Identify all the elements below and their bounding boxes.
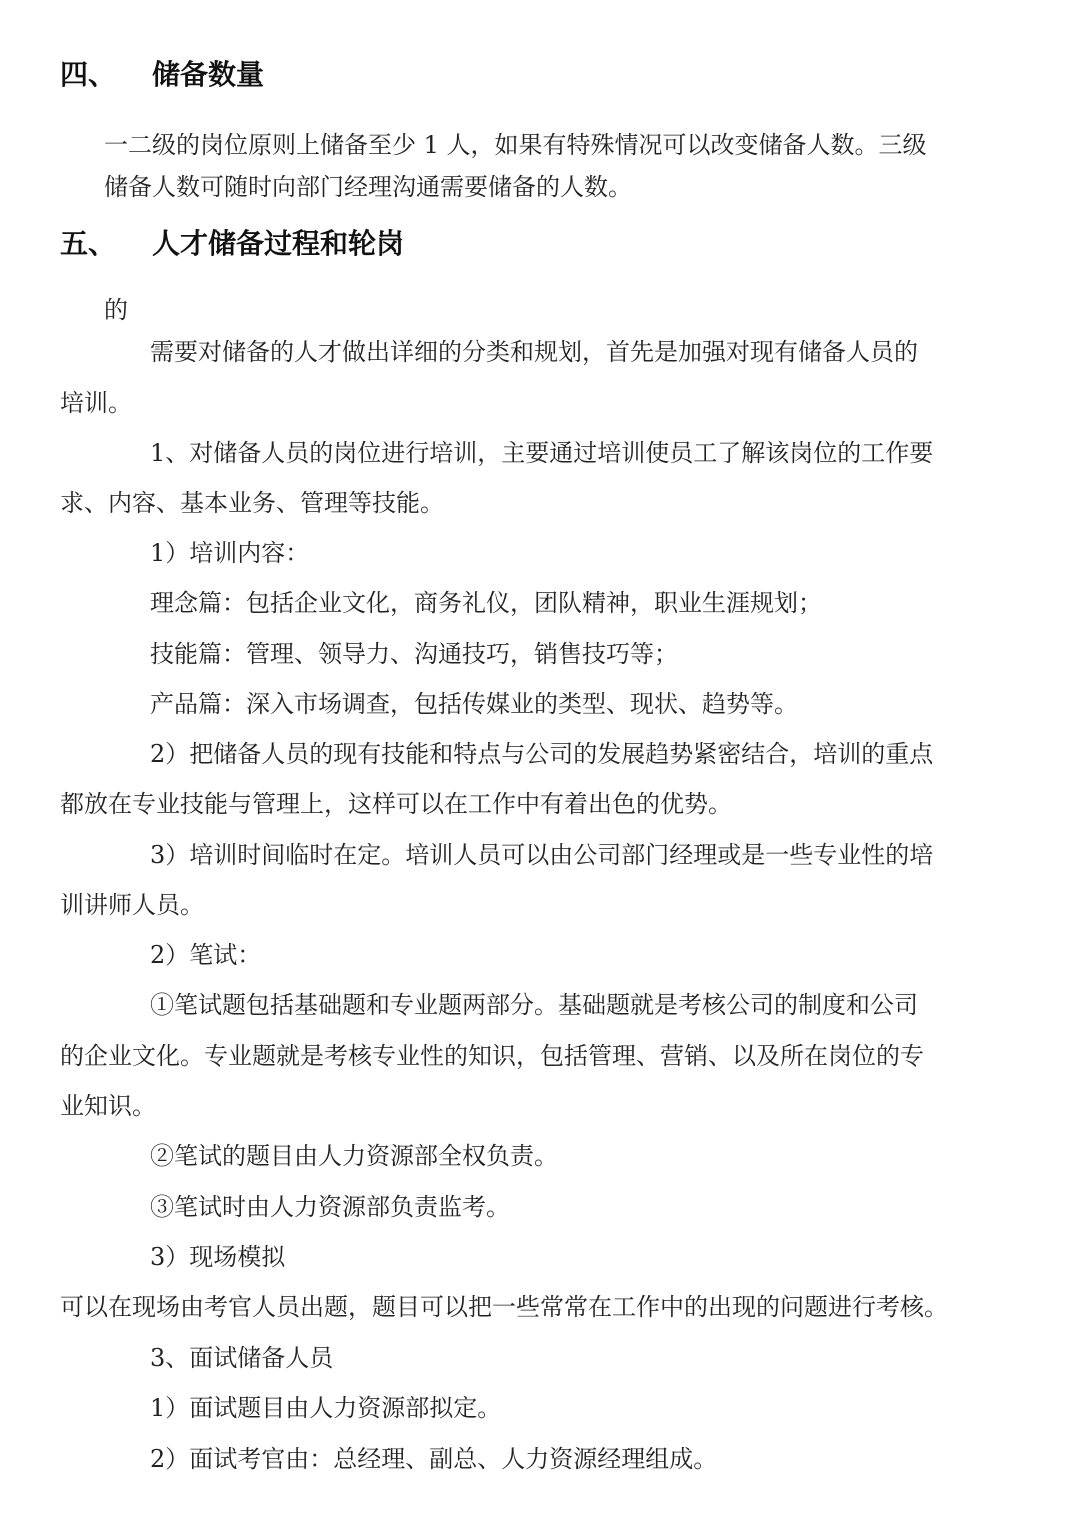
paragraph-line: 求、内容、基本业务、管理等技能。	[60, 489, 444, 517]
paragraph-line: ②笔试的题目由人力资源部全权负责。	[150, 1142, 558, 1170]
paragraph-line: 1）培训内容：	[150, 539, 310, 567]
paragraph-line: 3）培训时间临时在定。培训人员可以由公司部门经理或是一些专业性的培	[150, 841, 934, 869]
section-5-heading	[60, 227, 404, 261]
section-4-heading	[60, 58, 264, 92]
paragraph-line: 3）现场模拟	[150, 1243, 286, 1271]
section-4-number: 四、	[60, 58, 117, 91]
paragraph-line: 培训。	[60, 389, 132, 417]
paragraph-line: 3、面试储备人员	[150, 1344, 334, 1372]
paragraph-line: 都放在专业技能与管理上，这样可以在工作中有着出色的优势。	[60, 790, 732, 818]
paragraph-line: 理念篇：包括企业文化，商务礼仪，团队精神，职业生涯规划；	[150, 589, 822, 617]
paragraph-line: ③笔试时由人力资源部负责监考。	[150, 1193, 510, 1221]
paragraph-line: 的企业文化。专业题就是考核专业性的知识，包括管理、营销、以及所在岗位的专	[60, 1042, 924, 1070]
section-4-title: 储备数量	[152, 58, 265, 91]
paragraph-line: 需要对储备的人才做出详细的分类和规划，首先是加强对现有储备人员的	[150, 338, 918, 366]
section-5-number: 五、	[60, 227, 117, 260]
section-5-title: 人才储备过程和轮岗	[152, 227, 405, 260]
paragraph-line: 业知识。	[60, 1092, 156, 1120]
paragraph-line: 技能篇：管理、领导力、沟通技巧，销售技巧等；	[150, 640, 678, 668]
paragraph-line: 2）把储备人员的现有技能和特点与公司的发展趋势紧密结合，培训的重点	[150, 740, 934, 768]
paragraph-line: 的	[104, 296, 128, 324]
paragraph-line: 可以在现场由考官人员出题，题目可以把一些常常在工作中的出现的问题进行考核。	[60, 1293, 948, 1321]
section-4-line: 一二级的岗位原则上储备至少 1 人，如果有特殊情况可以改变储备人数。三级	[104, 131, 927, 159]
paragraph-line: 1）面试题目由人力资源部拟定。	[150, 1394, 502, 1422]
paragraph-line: 训讲师人员。	[60, 891, 204, 919]
paragraph-line: 2）笔试：	[150, 941, 262, 969]
paragraph-line: 产品篇：深入市场调查，包括传媒业的类型、现状、趋势等。	[150, 690, 798, 718]
section-4-line: 储备人数可随时向部门经理沟通需要储备的人数。	[104, 173, 632, 201]
paragraph-line: ①笔试题包括基础题和专业题两部分。基础题就是考核公司的制度和公司	[150, 991, 918, 1019]
paragraph-line: 2）面试考官由：总经理、副总、人力资源经理组成。	[150, 1445, 718, 1473]
paragraph-line: 1、对储备人员的岗位进行培训，主要通过培训使员工了解该岗位的工作要	[150, 439, 934, 467]
